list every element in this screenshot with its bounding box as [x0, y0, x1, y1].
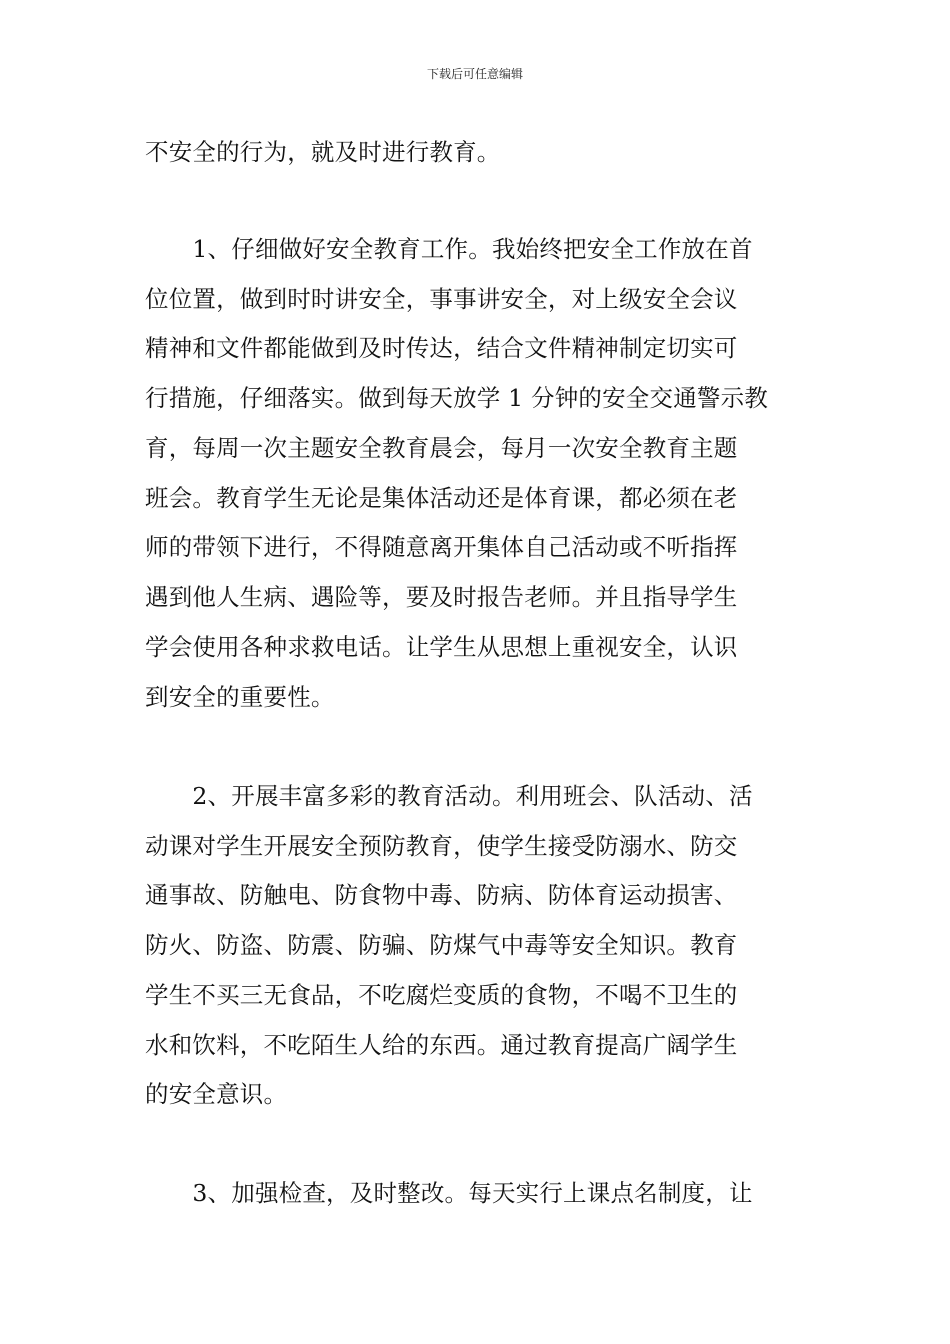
text-line: 学生不买三无食品，不吃腐烂变质的食物，不喝不卫生的 — [145, 981, 738, 1009]
text-line: 育，每周一次主题安全教育晨会，每月一次安全教育主题 — [145, 434, 738, 462]
text-line: 通事故、防触电、防食物中毒、防病、防体育运动损害、 — [145, 881, 738, 909]
text-line: 不安全的行为，就及时进行教育。 — [145, 138, 501, 166]
text-line: 学会使用各种求救电话。让学生从思想上重视安全，认识 — [145, 633, 738, 661]
text-line: 位位置，做到时时讲安全，事事讲安全，对上级安全会议 — [145, 285, 738, 313]
text-line: 动课对学生开展安全预防教育，使学生接受防溺水、防交 — [145, 832, 738, 860]
text-line: 2、开展丰富多彩的教育活动。利用班会、队活动、活 — [145, 782, 753, 810]
text-line: 3、加强检查，及时整改。每天实行上课点名制度，让 — [145, 1179, 753, 1207]
text-line: 遇到他人生病、遇险等，要及时报告老师。并且指导学生 — [145, 583, 738, 611]
text-line: 防火、防盗、防震、防骗、防煤气中毒等安全知识。教育 — [145, 931, 738, 959]
text-line: 精神和文件都能做到及时传达，结合文件精神制定切实可 — [145, 334, 738, 362]
text-line: 的安全意识。 — [145, 1080, 288, 1108]
text-line: 1、仔细做好安全教育工作。我始终把安全工作放在首 — [145, 235, 753, 263]
page-header: 下载后可任意编辑 — [426, 67, 523, 81]
text-line: 行措施，仔细落实。做到每天放学 1 分钟的安全交通警示教 — [145, 384, 768, 412]
text-line: 水和饮料，不吃陌生人给的东西。通过教育提高广阔学生 — [145, 1031, 738, 1059]
text-line: 师的带领下进行，不得随意离开集体自己活动或不听指挥 — [145, 533, 738, 561]
text-line: 班会。教育学生无论是集体活动还是体育课，都必须在老 — [145, 484, 738, 512]
text-line: 到安全的重要性。 — [145, 683, 335, 711]
